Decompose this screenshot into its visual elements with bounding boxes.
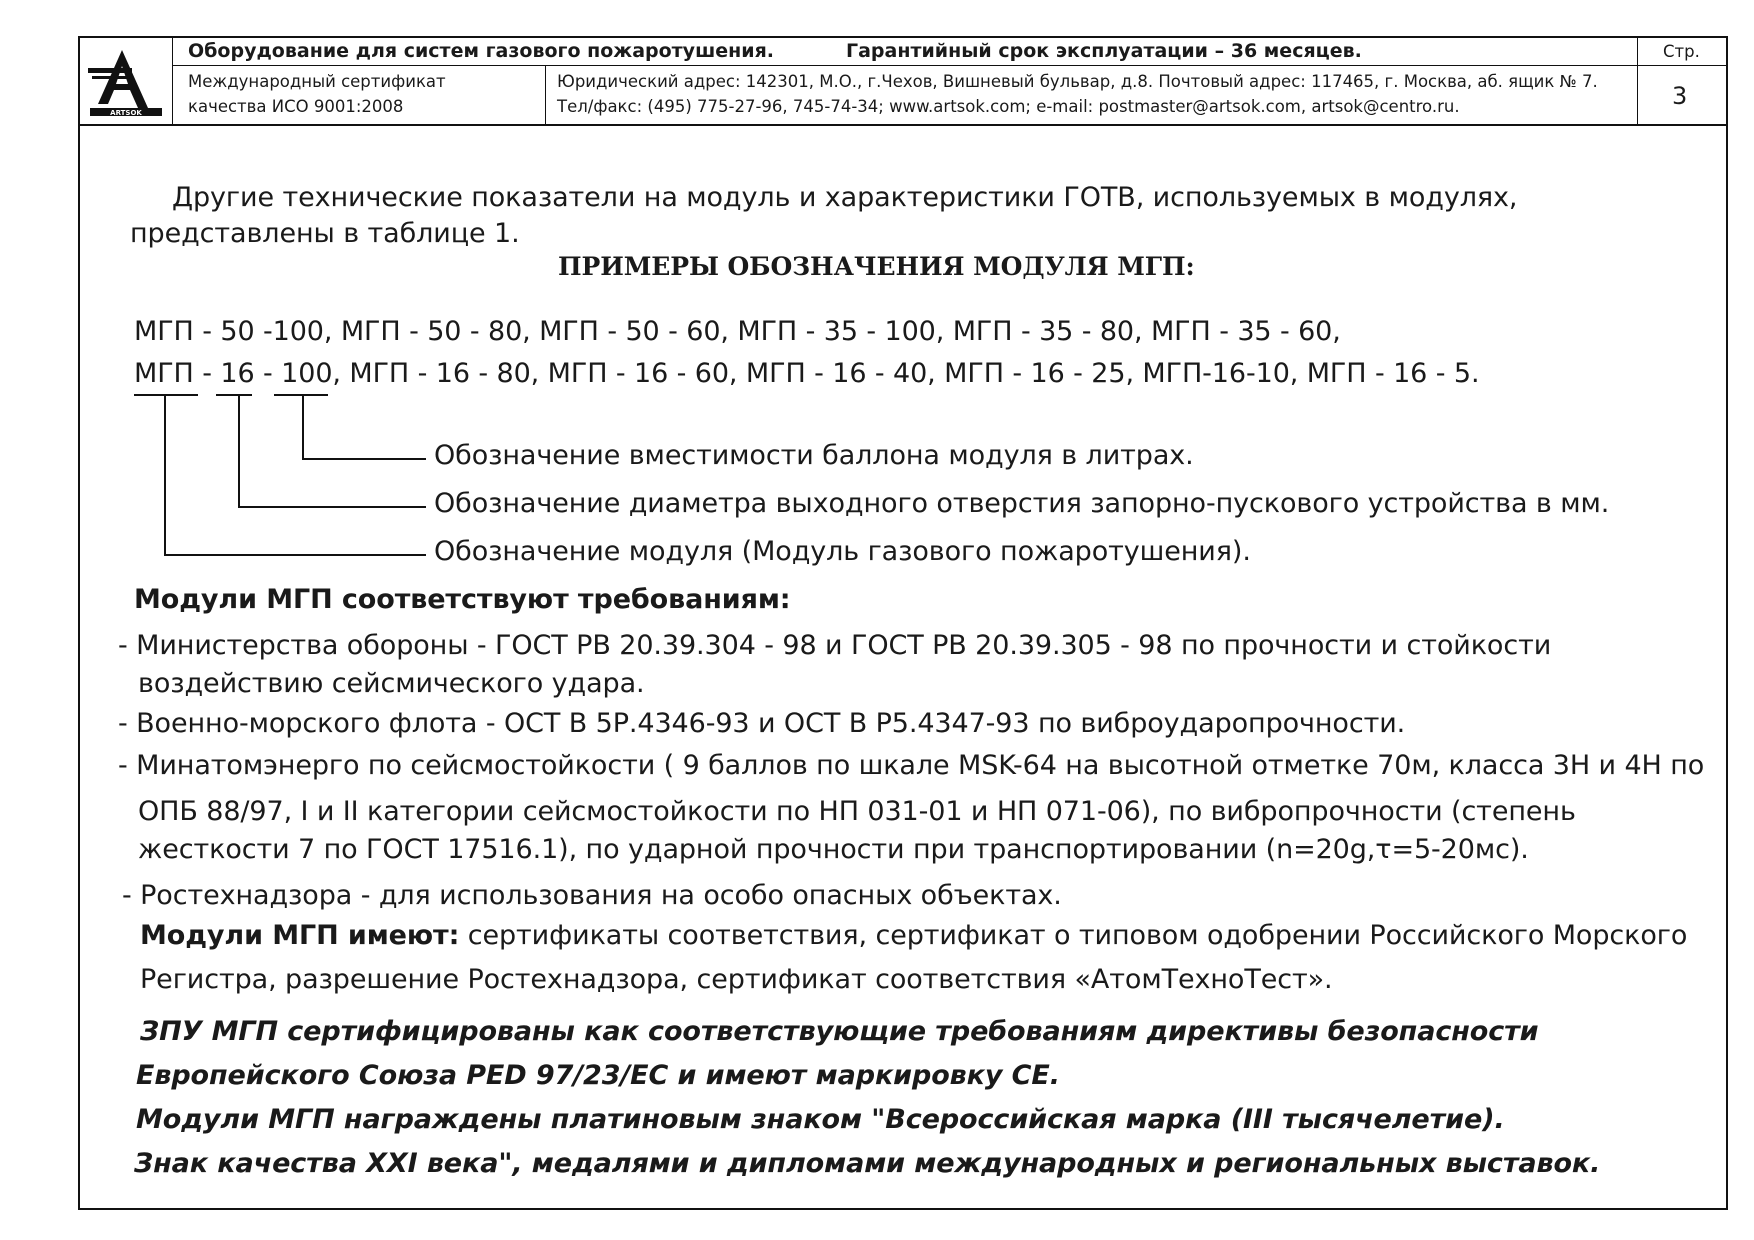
address-line-1: Юридический адрес: 142301, М.О., г.Чехов, Вишневый бульвар, д.8. Почтовый адрес: 117465, г. Москва, аб. ящик № 7. (557, 72, 1598, 91)
cert-line-1: Международный сертификат (188, 72, 446, 91)
certs-line-2: Регистра, разрешение Ростехнадзора, сертификат соответствия «АтомТехноТест». (140, 964, 1333, 995)
examples-row-2: МГП - 16 - 100, МГП - 16 - 80, МГП - 16 - 60, МГП - 16 - 40, МГП - 16 - 25, МГП-16-10, МГП - 16 - 5. (134, 358, 1480, 389)
legend-diameter: Обозначение диаметра выходного отверстия запорно-пускового устройства в мм. (434, 488, 1610, 519)
page-number: 3 (1672, 82, 1688, 110)
req-item-4: - Ростехнадзора - для использования на особо опасных объектах. (122, 880, 1062, 911)
certs-line-1: Модули МГП имеют: сертификаты соответствия, сертификат о типовом одобрении Российского Морского (140, 920, 1688, 951)
intro-line-1: Другие технические показатели на модуль и характеристики ГОТВ, используемых в модулях, (172, 182, 1518, 213)
legend-capacity: Обозначение вместимости баллона модуля в литрах. (434, 440, 1194, 471)
designation-diameter: 16 (220, 358, 255, 389)
req-item-3-line-1: - Минатомэнерго по сейсмостойкости ( 9 баллов по шкале MSK-64 на высотной отметке 70м, класса 3Н и 4Н по (118, 750, 1705, 781)
req-item-2: - Военно-морского флота - ОСТ В 5Р.4346-93 и ОСТ В Р5.4347-93 по виброударопрочности. (118, 708, 1406, 739)
req-item-3-line-2: ОПБ 88/97, I и II категории сейсмостойкости по НП 031-01 и НП 071-06), по вибропрочности (степень (138, 796, 1576, 827)
leader-module (164, 394, 426, 556)
company-logo (86, 46, 164, 118)
certs-heading: Модули МГП имеют: (140, 920, 460, 951)
header-title: Оборудование для систем газового пожаротушения. (188, 40, 774, 62)
closing-line-2: Европейского Союза PED 97/23/EC и имеют маркировку СЕ. (136, 1060, 1060, 1091)
cert-line-2: качества ИСО 9001:2008 (188, 97, 404, 116)
legend-module: Обозначение модуля (Модуль газового пожаротушения). (434, 536, 1251, 567)
intro-line-2: представлены в таблице 1. (130, 218, 520, 249)
designation-capacity: 100 (281, 358, 333, 389)
page-header (80, 38, 1726, 126)
header-warranty: Гарантийный срок эксплуатации – 36 месяцев. (846, 40, 1362, 62)
page-label: Стр. (1663, 42, 1700, 61)
examples-title: ПРИМЕРЫ ОБОЗНАЧЕНИЯ МОДУЛЯ МГП: (558, 252, 1195, 281)
closing-line-4: Знак качества XXI века", медалями и дипломами международных и региональных выставок. (134, 1148, 1601, 1179)
svg-text:ARTSOK: ARTSOK (110, 109, 142, 117)
requirements-heading: Модули МГП соответствуют требованиям: (134, 584, 791, 615)
req-item-1-line-1: - Министерства обороны - ГОСТ РВ 20.39.304 - 98 и ГОСТ РВ 20.39.305 - 98 по прочности и стойкости (118, 630, 1552, 661)
req-item-1-line-2: воздействию сейсмического удара. (138, 668, 645, 699)
closing-line-3: Модули МГП награждены платиновым знаком "Всероссийская марка (III тысячелетие). (136, 1104, 1505, 1135)
examples-row-1: МГП - 50 -100, МГП - 50 - 80, МГП - 50 - 60, МГП - 35 - 100, МГП - 35 - 80, МГП - 35 - 60, (134, 316, 1341, 347)
address-line-2: Тел/факс: (495) 775-27-96, 745-74-34; www.artsok.com; e-mail: postmaster@artsok.com, artsok@centro.ru. (557, 97, 1460, 116)
page-frame (78, 36, 1728, 1210)
closing-line-1: ЗПУ МГП сертифицированы как соответствующие требованиям директивы безопасности (140, 1016, 1539, 1047)
designation-module: МГП (134, 358, 194, 389)
req-item-3-line-3: жесткости 7 по ГОСТ 17516.1), по ударной прочности при транспортировании (n=20g,τ=5-20мс). (138, 834, 1529, 865)
